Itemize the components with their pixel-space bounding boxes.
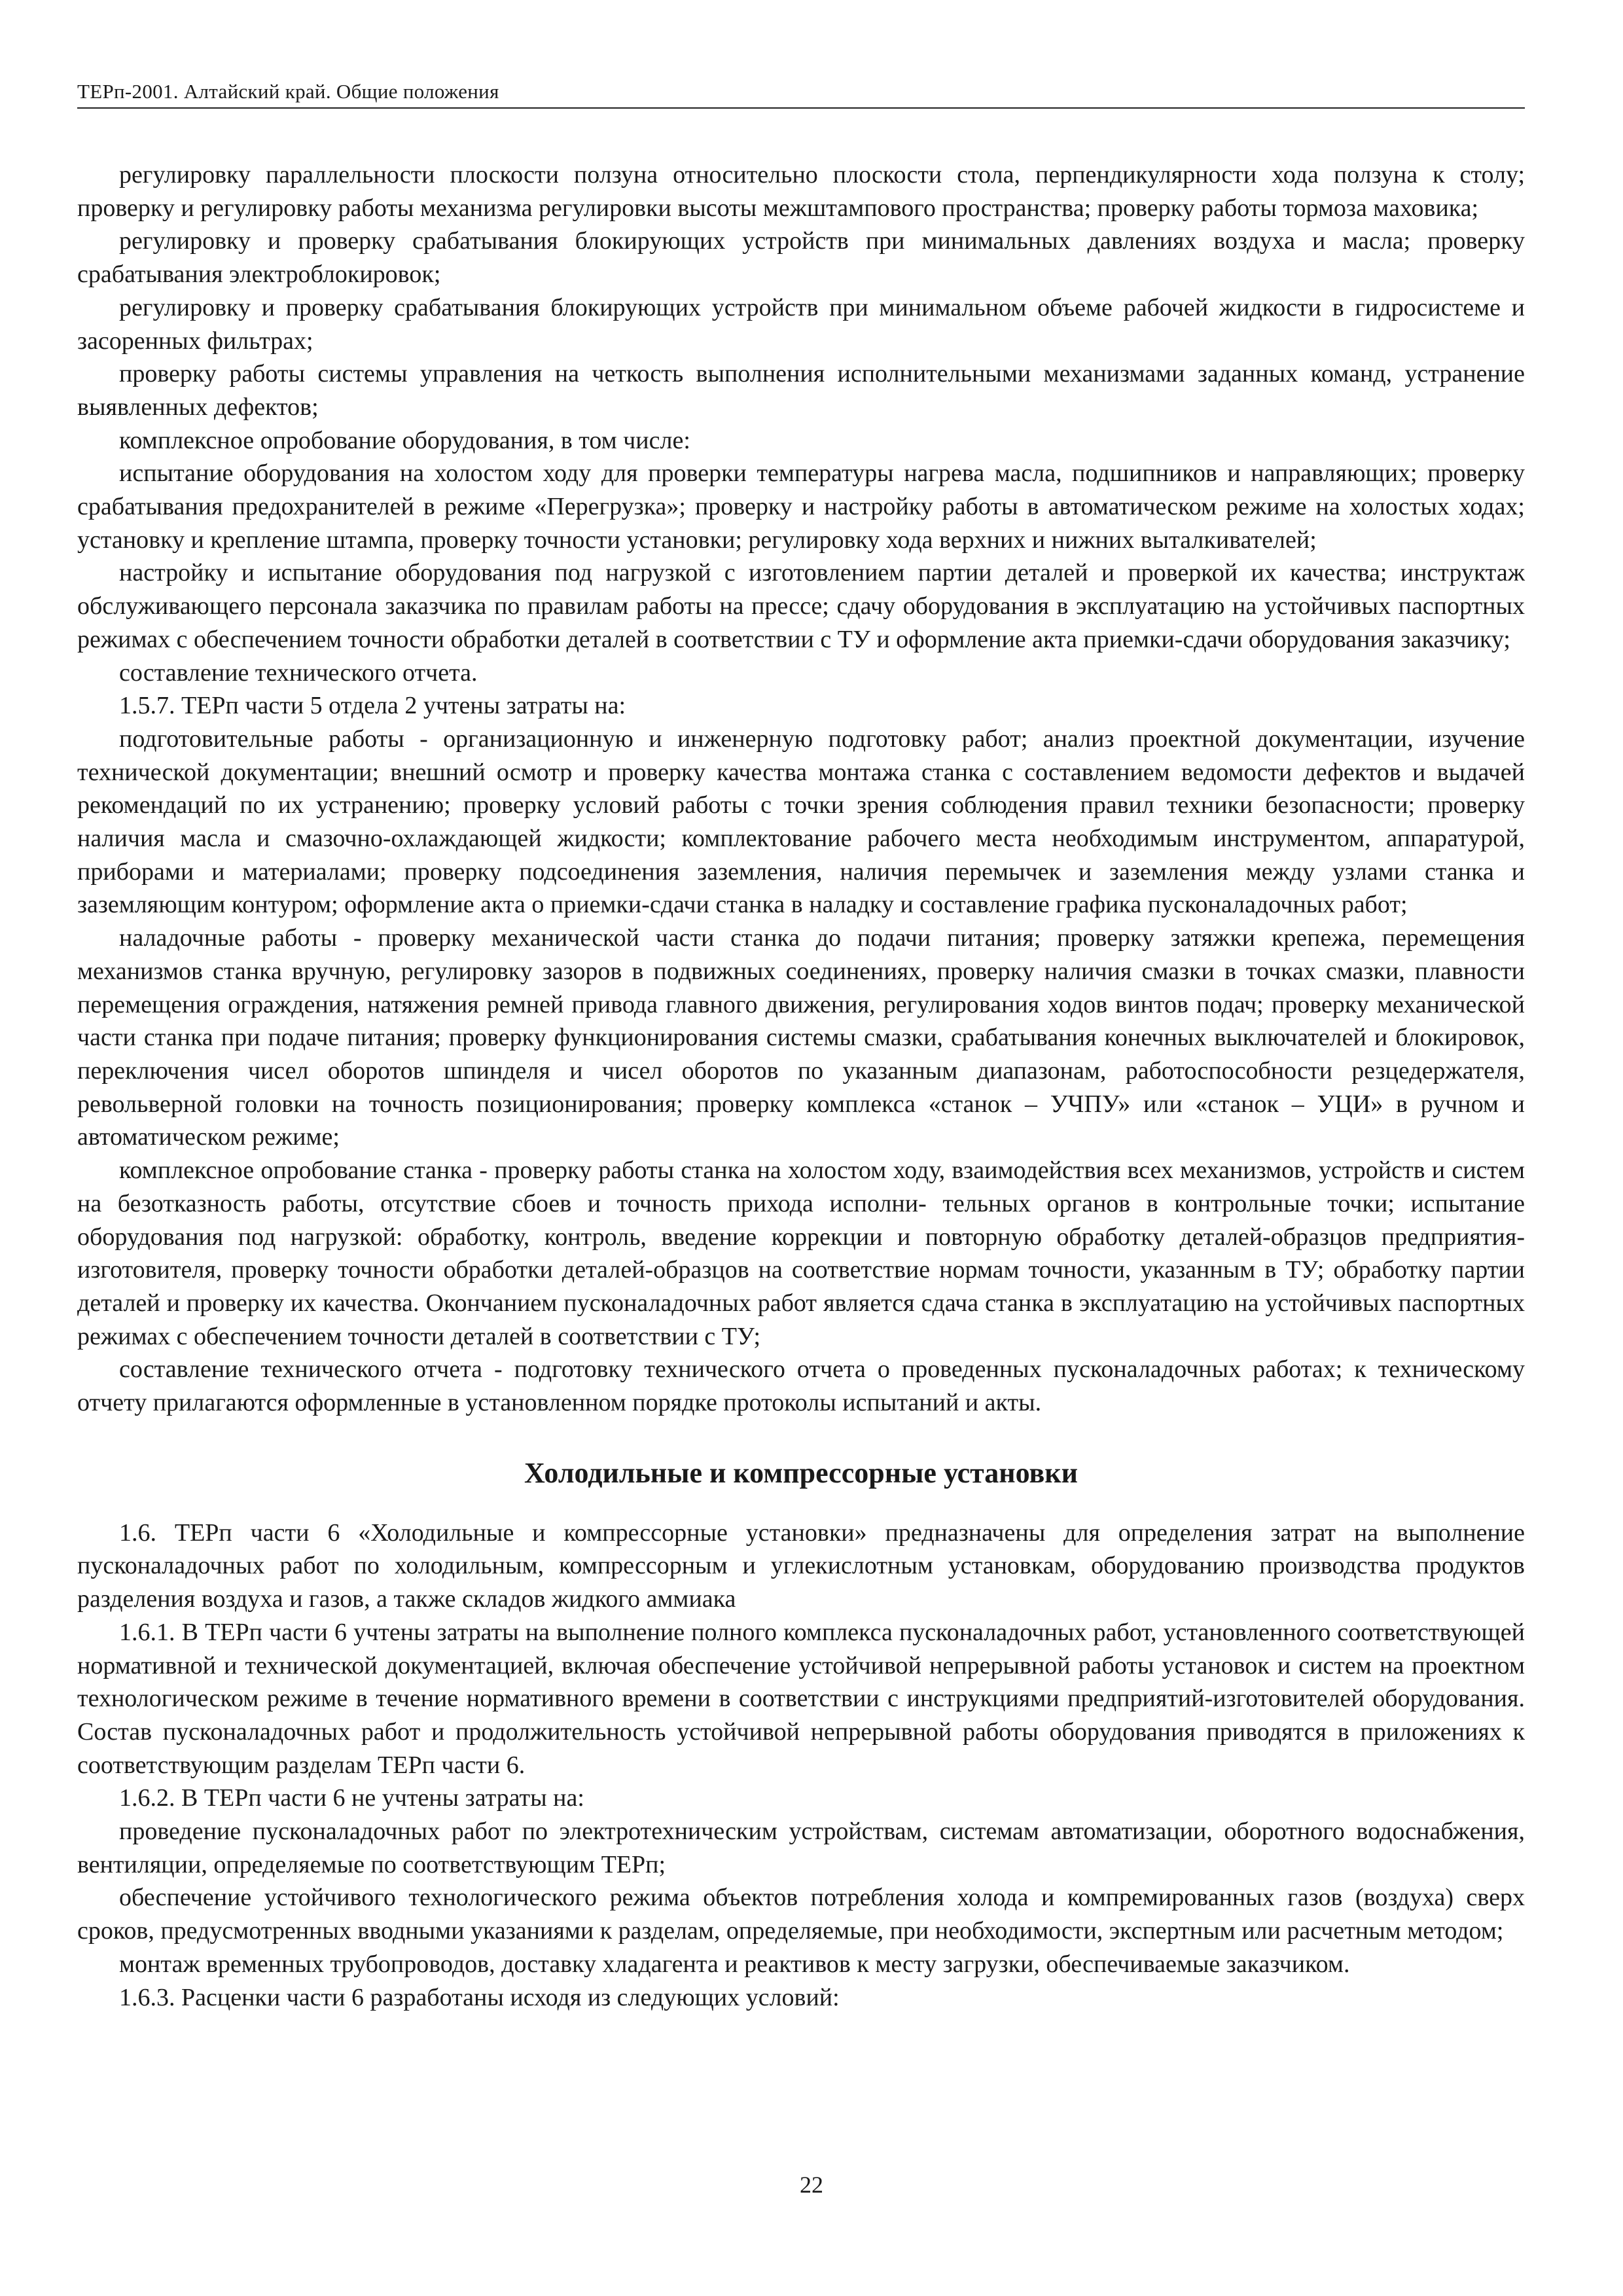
paragraph: подготовительные работы - организационную и инженерную подготовку работ; анализ проектной документации, изучение технической документации; внешний осмотр и проверку качества монтажа станка с составлением ведомости дефектов и выдачей рекомендаций по их устранению; проверку условий работы с точки зрения соблюдения правил техники безопасности; проверку наличия масла и смазочно-охлаждающей жидкости; комплектование рабочего места необходимым инструментом, аппаратурой, приборами и материалами; проверку подсоединения заземления, наличия перемычек и заземления между узлами станка и заземляющим контуром; оформление акта о приемки-сдачи станка в наладку и составление графика пусконаладочных работ; [77,725,1525,919]
paragraph: настройку и испытание оборудования под нагрузкой с изготовлением партии деталей и проверкой их качества; инструктаж обслуживающего персонала заказчика по правилам работы на прессе; сдачу оборудования в эксплуатацию на устойчивых паспортных режимах с обеспечением точности обработки деталей в соответствии с ТУ и оформление акта приемки-сдачи оборудования заказчику; [77,559,1525,653]
paragraph: испытание оборудования на холостом ходу для проверки температуры нагрева масла, подшипников и направляющих; проверку срабатывания предохранителей в режиме «Перегрузка»; проверку и настройку работы в автоматическом режиме на холостых ходах; установку и крепление штампа, проверку точности установки; регулировку хода верхних и нижних выталкивателей; [77,459,1525,554]
running-title: ТЕРп-2001. Алтайский край. Общие положения [77,80,499,103]
paragraph: 1.6.1. В ТЕРп части 6 учтены затраты на выполнение полного комплекса пусконаладочных работ, установленного соответствующей нормативной и технической документацией, включая обеспечение устойчивой непрерывной работы установок и систем на проектном технологическом режиме в течение нормативного времени в соответствии с инструкциями предприятий-изготовителей оборудования. Состав пусконаладочных работ и продолжительность устойчивой непрерывной работы оборудования приводятся в приложениях к соответствующим разделам ТЕРп части 6. [77,1618,1525,1779]
paragraph: регулировку и проверку срабатывания блокирующих устройств при минимальном объеме рабочей жидкости в гидросистеме и засоренных фильтрах; [77,293,1525,355]
paragraph: 1.6.3. Расценки части 6 разработаны исходя из следующих условий: [119,1983,840,2011]
paragraph: проведение пусконаладочных работ по электротехническим устройствам, системам автоматизации, оборотного водоснабжения, вентиляции, определяемые по соответствующим ТЕРп; [77,1818,1525,1878]
page-number: 22 [800,2172,823,2198]
paragraph: регулировку параллельности плоскости ползуна относительно плоскости стола, перпендикулярности хода ползуна к столу; проверку и регулировку работы механизма регулировки высоты межштампового пространства; проверку работы тормоза маховика; [77,161,1525,222]
section-heading: Холодильные и компрессорные установки [524,1456,1078,1489]
paragraph: обеспечение устойчивого технологического режима объектов потребления холода и компремированных газов (воздуха) сверх сроков, предусмотренных вводными указаниями к разделам, определяемые, при необходимости, экспертным или расчетным методом; [77,1884,1525,1945]
document-body [77,158,1525,2014]
paragraph: комплексное опробование станка - проверку работы станка на холостом ходу, взаимодействия всех механизмов, устройств и систем на безотказность работы, отсутствие сбоев и точность прихода исполни- тельных органов в контрольные точки; испытание оборудования под нагрузкой: обработку, контроль, введение коррекции и повторную обработку деталей-образцов предприятия-изготовителя, проверку точности обработки деталей-образцов на соответствие нормам точности, указанным в ТУ; обработку партии деталей и проверку их качества. Окончанием пусконаладочных работ является сдача станка в эксплуатацию на устойчивых паспортных режимах с обеспечением точности деталей в соответствии с ТУ; [77,1157,1525,1350]
paragraph: проверку работы системы управления на четкость выполнения исполнительными механизмами заданных команд, устранение выявленных дефектов; [77,360,1525,421]
paragraph: 1.6.2. В ТЕРп части 6 не учтены затраты на: [119,1784,584,1812]
paragraph: комплексное опробование оборудования, в том числе: [119,426,690,454]
paragraph: монтаж временных трубопроводов, доставку хладагента и реактивов к месту загрузки, обеспечиваемые заказчиком. [119,1950,1350,1978]
paragraph: наладочные работы - проверку механической части станка до подачи питания; проверку затяжки крепежа, перемещения механизмов станка вручную, регулировку зазоров в подвижных соединениях, проверку наличия смазки в точках смазки, плавности перемещения ограждения, натяжения ремней привода главного движения, регулирования ходов винтов подач; проверку механической части станка при подаче питания; проверку функционирования системы смазки, срабатывания конечных выключателей и блокировок, переключения чисел оборотов шпинделя и чисел оборотов по указанным диапазонам, работоспособности резцедержателя, револьверной головки на точность позиционирования; проверку комплекса «станок – УЧПУ» или «станок – УЦИ» в ручном и автоматическом режиме; [77,924,1525,1151]
paragraph: составление технического отчета. [119,658,478,687]
page-header [77,79,1525,109]
paragraph: регулировку и проверку срабатывания блокирующих устройств при минимальных давлениях воздуха и масла; проверку срабатывания электроблокировок; [77,227,1525,289]
paragraph: 1.6. ТЕРп части 6 «Холодильные и компрессорные установки» предназначены для определения затрат на выполнение пусконаладочных работ по холодильным, компрессорным и углекислотным установкам, оборудованию производства продуктов разделения воздуха и газов, а также складов жидкого аммиака [77,1518,1525,1613]
paragraph: 1.5.7. ТЕРп части 5 отдела 2 учтены затраты на: [119,692,626,720]
paragraph: составление технического отчета - подготовку технического отчета о проведенных пусконаладочных работах; к техническому отчету прилагаются оформленные в установленном порядке протоколы испытаний и акты. [77,1355,1525,1417]
